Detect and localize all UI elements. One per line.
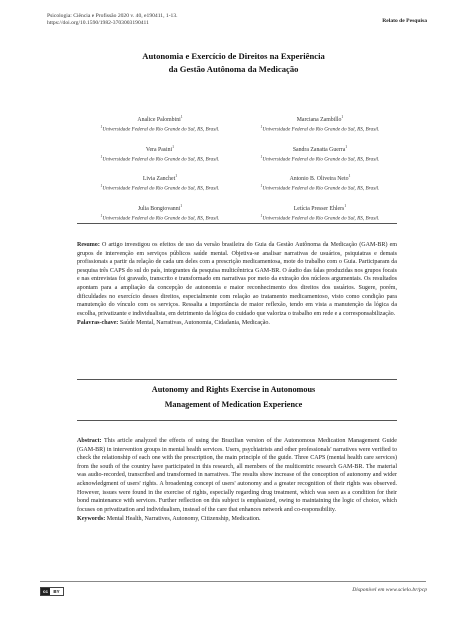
footer-divider bbox=[40, 581, 426, 582]
keywords-pt-text: Saúde Mental, Narrativas, Autonomia, Cidadania, Medicação. bbox=[119, 320, 270, 327]
author-block bbox=[80, 113, 240, 134]
section-label: Relato de Pesquisa bbox=[382, 18, 427, 24]
affiliation-sup: 1 bbox=[100, 184, 103, 189]
affiliation-sup: 1 bbox=[100, 124, 103, 129]
author-block bbox=[80, 172, 240, 193]
author-affiliation: Universidade Federal do Rio Grande do Sul, RS, Brasil. bbox=[102, 126, 220, 133]
cc-icon: cc bbox=[42, 589, 48, 594]
affiliation-sup: 1 bbox=[100, 213, 103, 218]
author-list bbox=[80, 113, 400, 223]
divider bbox=[77, 420, 397, 421]
author-sup: 1 bbox=[348, 174, 351, 179]
author-name: Vera Pasini bbox=[145, 146, 173, 153]
author-sup: 1 bbox=[180, 203, 183, 208]
author-name: Marciana Zambillo bbox=[296, 116, 342, 123]
keywords-en bbox=[77, 515, 397, 524]
author-name: Livia Zanchet bbox=[142, 176, 176, 183]
affiliation-sup: 1 bbox=[260, 184, 263, 189]
author-affiliation: Universidade Federal do Rio Grande do Sul, RS, Brasil. bbox=[102, 156, 220, 163]
abstract-pt-text: O artigo investigou os efeitos de uso da versão brasileira do Guia da Gestão Autônoma da Medicação (GAM-BR) em grupos de intervenção em serviços públicos saúde mental. Objetiva-se analisar narrativas de usuários, psiquiatras e demais profissionais a partir da relação de cada um deles com a prescrição medicamentosa, mote do trabalho com o Guia. Participaram da pesquisa três CAPS do sul do país, integrantes da pesquisa multicêntrica GAM-BR. O áudio das falas produzidas nos grupos focais e nas entrevistas foi gravado, transcrito e transformado em narrativas por meio da extração dos núcleos argumentais. Os resultados apontam para a ampliação da concepção de autonomia e maior reconhecimento dos direitos dos usuários. Sugere, porém, dificuldades no exercício desses direitos, especialmente com relação ao tratamento medicamentoso, visto como condição para manutenção do vínculo com os serviços. Ressalta a importância de maior reflexão, tendo em vista a manutenção da lógica da escolha, privatizante e individualista, em detrimento da lógica do cuidado que valoriza o trabalho em rede e a corresponsabilização. bbox=[77, 242, 397, 317]
author-sup: 1 bbox=[175, 174, 178, 179]
abstract-pt bbox=[77, 241, 397, 328]
journal-citation: Psicologia: Ciência e Profissão 2020 v. 40, e190411, 1-13. bbox=[47, 13, 178, 19]
cc-by-license-badge[interactable] bbox=[40, 587, 64, 596]
author-sup: 1 bbox=[344, 203, 347, 208]
abstract-en-body bbox=[77, 437, 397, 514]
author-name: Antonio B. Oliveira Neto bbox=[289, 176, 349, 183]
keywords-en-label: Keywords: bbox=[77, 516, 106, 523]
divider bbox=[77, 379, 397, 380]
author-block bbox=[240, 143, 400, 164]
title-en-line1: Autonomy and Rights Exercise in Autonomous bbox=[151, 385, 316, 394]
author-affiliation: Universidade Federal do Rio Grande do Sul, RS, Brasil. bbox=[262, 126, 380, 133]
title-en-line2: Management of Medication Experience bbox=[164, 399, 303, 409]
author-affiliation: Universidade Federal do Rio Grande do Sul, RS, Brasil. bbox=[262, 156, 380, 163]
keywords-pt-label: Palavras-chave: bbox=[77, 320, 119, 327]
author-block bbox=[80, 143, 240, 164]
keywords-pt bbox=[77, 319, 397, 328]
title-pt bbox=[0, 50, 467, 75]
divider bbox=[77, 223, 397, 224]
affiliation-sup: 1 bbox=[260, 124, 263, 129]
author-block bbox=[240, 172, 400, 193]
author-sup: 1 bbox=[345, 144, 348, 149]
affiliation-sup: 1 bbox=[100, 154, 103, 159]
title-en bbox=[0, 383, 467, 412]
title-pt-line1: Autonomia e Exercício de Direitos na Experiência bbox=[142, 51, 325, 61]
title-pt-line2: da Gestão Autônoma da Medicação bbox=[168, 63, 299, 74]
availability-link[interactable]: Disponível em www.scielo.br/pcp bbox=[352, 587, 427, 593]
author-affiliation: Universidade Federal do Rio Grande do Sul, RS, Brasil. bbox=[102, 215, 220, 222]
abstract-en-label: Abstract: bbox=[77, 438, 102, 444]
author-sup: 1 bbox=[180, 115, 183, 119]
abstract-en-text: This article analyzed the effects of using the Brazilian version of the Autonomous Medication Management Guide (GAM-BR) in intervention groups in mental health services. Users, psychiatrists and other professionals' narratives were verified to check the relationship of each one with the prescription, the main principle of the guide. Three CAPS (mental health care services) from the south of the country have participated in this research, all members of the multicentric research GAM-BR. The material was audio-recorded, transcribed and transformed in narratives. The results show increase of the conception of autonomy and wider acknowledgment of users' rights. A broadening concept of users' autonomy and a greater recognition of their rights was observed. However, issues were found in the exercise of rights, especially regarding drug treatment, which was seen as a condition for their bond maintenance with services. Further reflection on this subject is emphasized, owing to maintaining the logic of choice, which focuses on privatization and individualism, instead of the care that enhances network and co-responsibility. bbox=[77, 438, 397, 513]
author-name: Letícia Presser Ehlers bbox=[293, 205, 345, 212]
author-affiliation: Universidade Federal do Rio Grande do Sul, RS, Brasil. bbox=[262, 185, 380, 192]
author-affiliation: Universidade Federal do Rio Grande do Sul, RS, Brasil. bbox=[102, 185, 220, 192]
author-name: Sandra Zanatta Guerra bbox=[292, 146, 346, 153]
doi-link[interactable]: https://doi.org/10.1590/1982-3703003190411 bbox=[47, 20, 149, 26]
abstract-pt-body bbox=[77, 241, 397, 318]
author-block bbox=[240, 202, 400, 223]
author-name: Analice Palombini bbox=[137, 116, 181, 123]
keywords-en-text: Mental Health, Narratives, Autonomy, Citizenship, Medication. bbox=[106, 516, 261, 523]
affiliation-sup: 1 bbox=[260, 154, 263, 159]
author-block bbox=[240, 113, 400, 134]
abstract-pt-label: Resumo: bbox=[77, 242, 100, 248]
affiliation-sup: 1 bbox=[260, 213, 263, 218]
author-block bbox=[80, 202, 240, 223]
author-affiliation: Universidade Federal do Rio Grande do Sul, RS, Brasil. bbox=[262, 215, 380, 222]
abstract-en bbox=[77, 437, 397, 524]
author-sup: 1 bbox=[341, 115, 344, 119]
author-name: Julia Bongiovanni bbox=[137, 205, 181, 212]
by-icon: BY bbox=[50, 588, 63, 595]
author-sup: 1 bbox=[172, 144, 175, 149]
journal-header bbox=[47, 13, 178, 27]
